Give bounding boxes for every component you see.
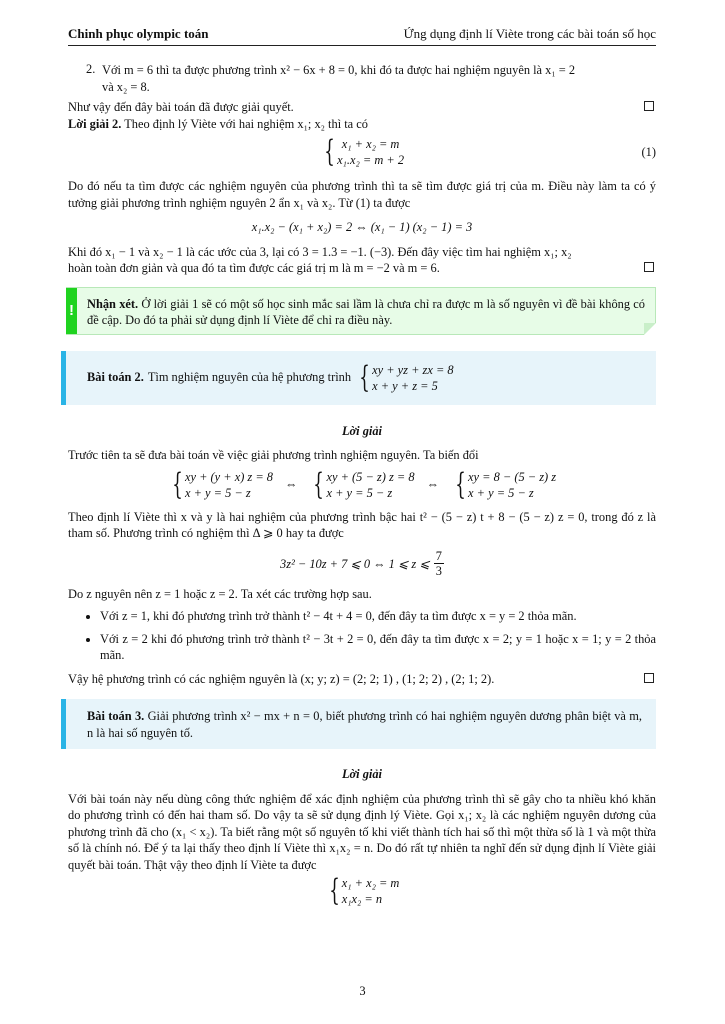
system-1-line2: x₁.x₂ = m + 2 — [337, 153, 405, 167]
left-brace-icon: { — [455, 466, 466, 502]
system-p3-line2: x₁x₂ = n — [341, 892, 383, 906]
remark-text — [87, 296, 645, 328]
solution2-para2-line1: Khi đó x₁ − 1 và x₂ − 1 là các ước của 3, lại có 3 = 1.3 = −1. (−3). Đến đây việc tìm hai nghiệm x₁; x₂ — [68, 244, 572, 259]
solution2-para2-row — [68, 260, 656, 277]
left-brace-icon: { — [328, 873, 340, 908]
final-answer: Vậy hệ phương trình có các nghiệm nguyên là (x; y; z) = (2; 2; 1) , (1; 2; 2) , (2; 1; 2). — [68, 671, 495, 686]
solution2-label: Lời giải 2. — [68, 116, 122, 131]
problem2-text: Tìm nghiệm nguyên của hệ phương trình — [147, 370, 352, 384]
problem3-text — [87, 708, 642, 741]
solution2-equation: x₁.x₂ − (x₁ + x₂) = 2 ⇔ (x₁ − 1) (x₂ − 1) = 3 — [251, 220, 473, 234]
iff-symbol: ⇔ — [285, 477, 298, 491]
remark-label: Nhận xét. — [87, 296, 139, 311]
t1-line1: xy + (y + x) z = 8 — [184, 469, 274, 484]
item2-line1: Với m = 6 thì ta được phương trình x² − 6x + 8 = 0, khi đó ta được hai nghiệm nguyên là x₁ = 2 — [102, 63, 576, 77]
system-p3-line1: x₁ + x₂ = m — [341, 876, 400, 890]
fraction-denominator: 3 — [435, 564, 442, 578]
transform-chain — [68, 467, 656, 503]
solution-title: Lời giải — [341, 423, 383, 438]
viete-paragraph: Theo định lí Viète thì x và y là hai nghiệm của phương trình bậc hai t² − (5 − z) t + 8 − (5 − z) z = 0, trong đó z là tham số. Phương trình có nghiệm thì Δ ⩾ 0 hay ta được — [68, 509, 656, 540]
inequality — [68, 546, 656, 582]
page-fold-icon — [644, 323, 656, 335]
page — [68, 26, 656, 907]
qed-square-icon — [644, 262, 654, 272]
equation-number: (1) — [641, 145, 656, 159]
list-item: • Với z = 1, khi đó phương trình trở thành t² − 4t + 4 = 0, đến đây ta tìm được x = y = 2 thỏa mãn. — [100, 608, 656, 625]
problem3-label: Bài toán 3. — [87, 709, 145, 723]
solution2-para2-line2: hoàn toàn đơn giản và qua đó ta tìm được các giá trị m là m = −2 và m = 6. — [68, 261, 440, 275]
cases-list — [68, 608, 656, 664]
cases-intro: Do z nguyên nên z = 1 hoặc z = 2. Ta xét các trường hợp sau. — [68, 586, 372, 601]
left-brace-icon: { — [313, 466, 325, 502]
qed-square-icon — [644, 673, 654, 683]
header-right: Ứng dụng định lí Viète trong các bài toán số học — [403, 26, 656, 41]
system-1 — [320, 136, 404, 168]
left-brace-icon: { — [172, 466, 183, 502]
running-header — [68, 26, 656, 46]
problem3-solution-para: Với bài toán này nếu dùng công thức nghiệm để xác định nghiệm của phương trình thì sẽ gây cho ta nhiều khó khăn do phương trình có đến hai tham số. Do vậy ta sẽ sử dụng định lý Viète. Gọi x₁; x₂ là các nghiệm nguyên dương của phương trình đã cho (x₁ < x₂). Ta biết rằng một số nguyên tố khi viết thành tích hai số thì một thừa số là 1 và một thừa số là chính nó. Để ý ta lại thấy theo định lí Viète thì x₁x₂ = n. Do đó rất tự nhiên ta nghĩ đến sử dụng định lí Viète giải quyết bài toán. Thật vậy theo định lí Viète ta được — [68, 791, 656, 872]
t3-line1: xy = 8 − (5 − z) z — [468, 469, 557, 484]
remark-body: Ở lời giải 1 sẽ có một số học sinh mắc sai lầm là chưa chỉ ra được m là số nguyên vì đề bài không có đề cập. Do đó ta phải sử dụng định lí Viète để chỉ ra điều này. — [87, 296, 645, 327]
problem2-sys-line1: xy + yz + zx = 8 — [372, 362, 454, 377]
t2-line1: xy + (5 − z) z = 8 — [326, 469, 415, 484]
list-number: 2. — [86, 62, 96, 76]
t3-line2: x + y = 5 − z — [468, 485, 534, 500]
conclusion-text: Như vậy đến đây bài toán đã được giải quyết. — [68, 100, 294, 114]
solution-title: Lời giải — [341, 767, 383, 781]
problem2-sys-line2: x + y + z = 5 — [372, 378, 438, 393]
system-p3 — [325, 875, 400, 907]
transform-system-3 — [451, 466, 557, 502]
left-brace-icon: { — [359, 359, 370, 395]
equation-system-1 — [68, 136, 656, 170]
problem2-label: Bài toán 2. — [87, 370, 144, 384]
qed-square-icon — [644, 101, 654, 111]
solution2-intro — [68, 116, 656, 133]
problem2-solution-intro: Trước tiên ta sẽ đưa bài toán về việc giải phương trình nghiệm nguyên. Ta biến đổi — [68, 448, 479, 462]
fraction-numerator: 7 — [435, 549, 442, 563]
left-brace-icon: { — [324, 134, 335, 169]
problem3-body: Giải phương trình x² − mx + n = 0, biết phương trình có hai nghiệm nguyên dương phân biệt và m, n là hai số nguyên tố. — [87, 709, 642, 740]
solution2-para1: Do đó nếu ta tìm được các nghiệm nguyên của phương trình thì ta sẽ tìm được giá trị của m. Điều này làm ta có ý tưởng giải phương trình nghiệm nguyên 2 ẩn x₁ và x₂. Từ (1) ta được — [68, 179, 656, 210]
problem2-box — [61, 351, 656, 405]
system-1-line1: x₁ + x₂ = m — [341, 137, 400, 151]
solution2-text: Theo định lý Viète với hai nghiệm x₁; x₂ thì ta có — [124, 116, 368, 131]
conclusion-row — [68, 99, 656, 116]
transform-system-2 — [309, 466, 415, 502]
final-answer-row — [68, 671, 656, 688]
inequality-left: 3z² − 10z + 7 ⩽ 0 ⇔ 1 ⩽ z ⩽ — [280, 556, 430, 571]
equation-system-p3 — [68, 875, 656, 907]
list-item-2 — [68, 62, 656, 95]
list-item: • Với z = 2 khi đó phương trình trở thành t² − 3t + 2 = 0, đến đây ta tìm được x = 2; y = 1 hoặc x = 1; y = 2 thỏa mãn. — [100, 631, 656, 664]
problem2-system — [355, 359, 454, 395]
iff-symbol: ⇔ — [426, 477, 439, 491]
exclamation-icon: ! — [66, 288, 77, 334]
t2-line2: x + y = 5 − z — [326, 485, 393, 500]
header-left: Chinh phục olympic toán — [68, 26, 209, 41]
t1-line2: x + y = 5 − z — [184, 485, 251, 500]
remark-box — [66, 287, 656, 335]
item2-line2: và x₂ = 8. — [102, 79, 150, 94]
transform-system-1 — [168, 466, 274, 502]
problem3-box — [61, 699, 656, 749]
fraction — [434, 549, 444, 578]
page-number: 3 — [359, 984, 366, 998]
problem3-accent-bar — [61, 699, 66, 749]
problem2-accent-bar — [61, 351, 66, 405]
